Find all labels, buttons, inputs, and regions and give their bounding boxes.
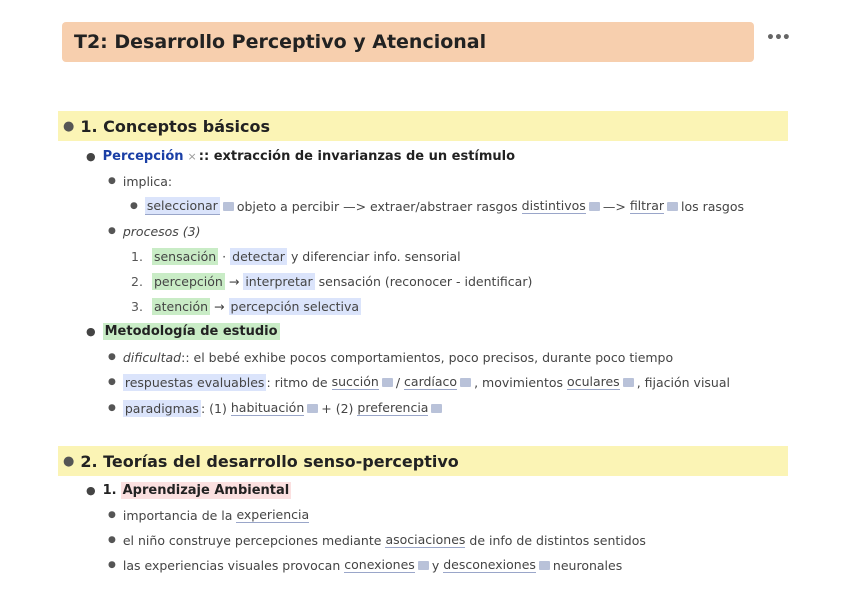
bullet-icon: ● <box>130 201 138 211</box>
bullet-icon: ● <box>86 149 96 163</box>
percepcion-term[interactable]: Percepción <box>102 148 184 164</box>
implica-label: implica: <box>122 173 173 189</box>
list-item[interactable] <box>108 505 309 525</box>
close-icon[interactable]: × <box>187 149 197 163</box>
respuestas-item[interactable] <box>108 372 730 392</box>
section-2-heading[interactable] <box>58 446 788 476</box>
movimientos-text: , movimientos <box>474 374 564 390</box>
paradigmas-term[interactable]: paradigmas <box>124 400 199 416</box>
tag-icon[interactable] <box>223 202 234 211</box>
procesos-label: procesos (3) <box>122 223 201 239</box>
desconexiones-link[interactable]: desconexiones <box>443 557 536 572</box>
succion-link[interactable]: succión <box>331 374 379 389</box>
percepcion-definition: :: extracción de invarianzas de un estímulo <box>198 148 516 164</box>
tag-icon[interactable] <box>431 404 442 413</box>
tag-icon[interactable] <box>589 202 600 211</box>
tag-icon[interactable] <box>460 378 471 387</box>
separator: · <box>222 248 227 264</box>
list-item[interactable] <box>108 530 646 550</box>
proceso-term[interactable]: percepción <box>153 273 223 289</box>
section-1-title: 1. Conceptos básicos <box>80 116 271 136</box>
proceso-term[interactable]: sensación <box>153 248 217 264</box>
bullet-icon: ● <box>108 176 116 186</box>
metodologia-node[interactable] <box>86 321 280 341</box>
habituacion-link[interactable]: habituación <box>230 400 305 415</box>
filtrar-link[interactable]: filtrar <box>629 198 664 213</box>
fijacion-text: , fijación visual <box>636 374 730 390</box>
paradigmas-text: : (1) <box>200 400 227 416</box>
proceso-item[interactable] <box>131 271 532 291</box>
slash-text: / <box>395 374 401 390</box>
page-title-bar <box>62 22 754 62</box>
dificultad-term: dificultad <box>122 349 182 365</box>
asociaciones-link[interactable]: asociaciones <box>385 532 466 547</box>
bullet-icon: ● <box>108 377 116 387</box>
bullet-icon: ● <box>108 226 116 236</box>
bullet-icon: ● <box>63 453 75 469</box>
proceso-link[interactable]: detectar <box>232 248 285 264</box>
seleccionar-link[interactable]: seleccionar <box>146 198 218 213</box>
tag-icon[interactable] <box>382 378 393 387</box>
proceso-link[interactable]: percepción selectiva <box>230 298 360 314</box>
bullet-icon: ● <box>86 324 96 338</box>
item-number: 3. <box>131 298 143 314</box>
bullet-icon: ● <box>108 510 116 520</box>
distintivos-link[interactable]: distintivos <box>521 198 586 213</box>
tag-icon[interactable] <box>418 561 429 570</box>
bullet-icon: ● <box>108 352 116 362</box>
bullet-icon: ● <box>108 403 116 413</box>
section-1-heading[interactable] <box>58 111 788 141</box>
bullet-icon: ● <box>108 535 116 545</box>
respuestas-term[interactable]: respuestas evaluables <box>124 374 265 390</box>
bullet-icon: ● <box>86 483 96 497</box>
proceso-item[interactable] <box>131 246 461 266</box>
arrow-text: —> <box>602 198 626 214</box>
procesos-node[interactable] <box>108 221 201 241</box>
more-options-icon[interactable]: ••• <box>766 30 790 46</box>
implica-end-text: los rasgos <box>681 198 745 214</box>
aprendizaje-node[interactable] <box>86 480 291 500</box>
tag-icon[interactable] <box>539 561 550 570</box>
tag-icon[interactable] <box>623 378 634 387</box>
item-number: 2. <box>131 273 143 289</box>
proceso-link[interactable]: interpretar <box>245 273 313 289</box>
item-text: las experiencias visuales provocan <box>122 557 341 573</box>
respuestas-text: : ritmo de <box>266 374 328 390</box>
metodologia-term[interactable]: Metodología de estudio <box>104 323 278 339</box>
oculares-link[interactable]: oculares <box>567 374 620 389</box>
item-text: el niño construye percepciones mediante <box>122 532 382 548</box>
preferencia-link[interactable]: preferencia <box>357 400 429 415</box>
bullet-icon: ● <box>63 118 75 134</box>
implica-text: objeto a percibir —> extraer/abstraer rasgos <box>236 198 518 214</box>
proceso-text: y diferenciar info. sensorial <box>290 248 461 264</box>
item-text: neuronales <box>552 557 623 573</box>
item-number: 1. <box>102 482 117 498</box>
arrow-text: → <box>228 273 240 289</box>
implica-node[interactable] <box>108 171 172 191</box>
arrow-text: → <box>214 298 225 314</box>
paradigmas-item[interactable] <box>108 398 445 418</box>
experiencia-link[interactable]: experiencia <box>236 507 310 522</box>
tag-icon[interactable] <box>667 202 678 211</box>
bullet-icon: ● <box>108 560 116 570</box>
list-item[interactable] <box>108 555 622 575</box>
item-text: importancia de la <box>122 507 233 523</box>
page-title: T2: Desarrollo Perceptivo y Atencional <box>74 31 487 53</box>
item-text: y <box>431 557 440 573</box>
plus-text: + (2) <box>321 400 354 416</box>
item-number: 1. <box>131 248 143 264</box>
proceso-item[interactable] <box>131 296 361 316</box>
proceso-term[interactable]: atención <box>153 298 209 314</box>
proceso-text: sensación (reconocer - identificar) <box>318 273 533 289</box>
tag-icon[interactable] <box>307 404 318 413</box>
aprendizaje-term[interactable]: Aprendizaje Ambiental <box>122 482 290 498</box>
conexiones-link[interactable]: conexiones <box>344 557 415 572</box>
section-2-title: 2. Teorías del desarrollo senso-perceptivo <box>80 451 459 471</box>
dificultad-item[interactable] <box>108 347 673 367</box>
cardiaco-link[interactable]: cardíaco <box>404 374 458 389</box>
implica-detail[interactable] <box>130 196 744 216</box>
item-text: de info de distintos sentidos <box>469 532 646 548</box>
percepcion-node[interactable] <box>86 146 515 166</box>
dificultad-text: :: el bebé exhibe pocos comportamientos, poco precisos, durante poco tiempo <box>181 349 674 365</box>
